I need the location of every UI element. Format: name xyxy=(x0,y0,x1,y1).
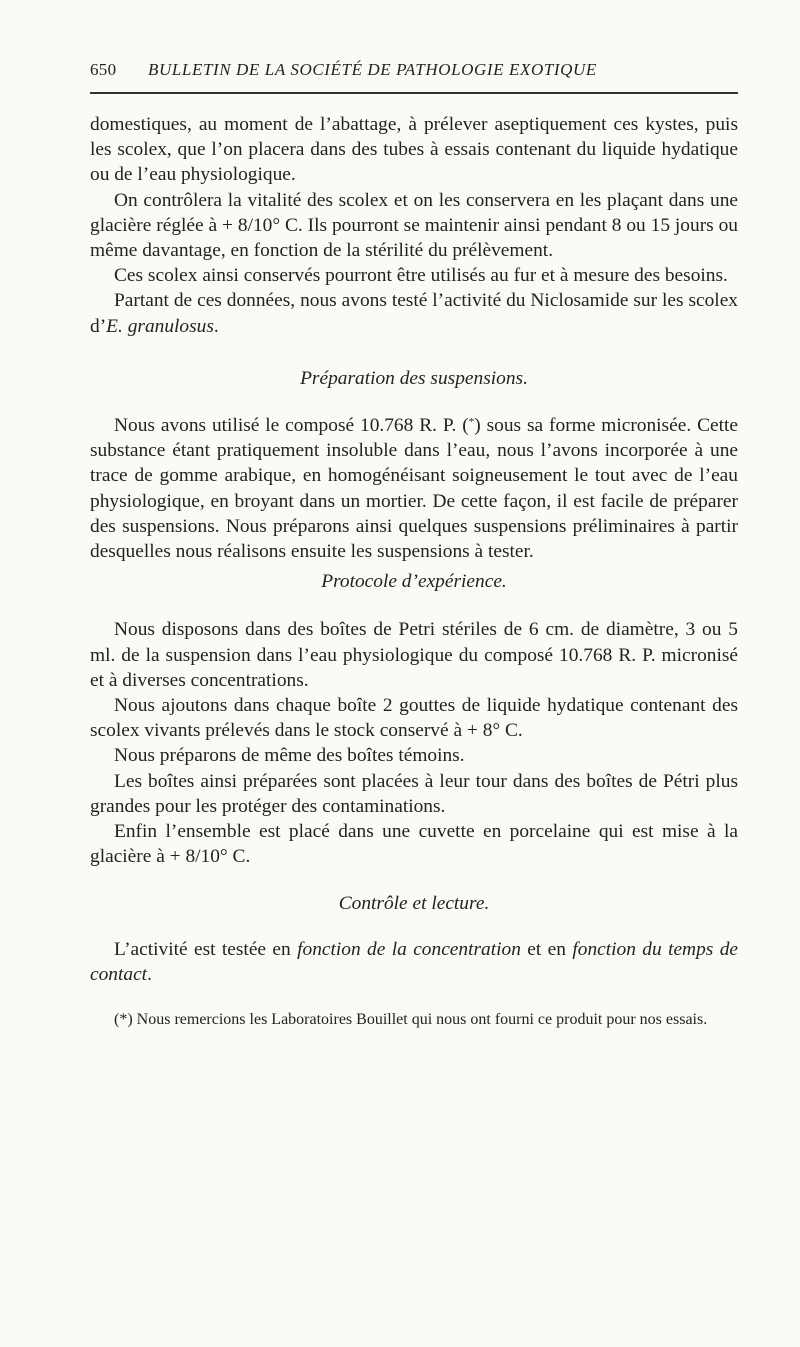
emphasis-temps: fonction du temps de contact xyxy=(90,938,738,985)
page xyxy=(90,60,738,1030)
paragraph-4-end: . xyxy=(213,315,219,337)
section-title-protocole: Protocole d’expérience. xyxy=(321,571,507,593)
species-name: E. granulosus xyxy=(106,315,214,337)
footnote-mark: (*) xyxy=(114,1011,133,1029)
paragraph-11-mid: et en xyxy=(520,938,573,960)
paragraph-8: Nous préparons de même des boîtes témoins. xyxy=(114,745,465,767)
paragraph-2: On contrôlera la vitalité des scolex et on les conservera en les plaçant dans une glacière réglée à + 8/10° C. Ils pourront se maintenir ainsi pendant 8 ou 15 jours ou même davantage, en fonction de la stérilité du prélèvement. xyxy=(90,189,738,262)
header-rule xyxy=(90,92,738,94)
section-title-controle: Contrôle et lecture. xyxy=(338,893,490,915)
page-number: 650 xyxy=(90,60,117,79)
paragraph-11 xyxy=(90,937,738,987)
footnote-text: Nous remercions les Laboratoires Bouillet qui nous ont fourni ce produit pour nos essais. xyxy=(132,1011,708,1029)
paragraph-4 xyxy=(90,288,738,338)
section-title-preparation: Préparation des suspensions. xyxy=(300,367,528,389)
paragraph-5 xyxy=(90,413,738,564)
paragraph-5-rest: ) sous sa forme micronisée. Cette substance étant pratiquement insoluble dans l’eau, nous l’avons incorporée à une trace de gomme arabique, en homogénéisant soigneusement le tout avec de l’eau physiologique, en broyant dans un mortier. De cette façon, il est facile de préparer des suspensions. Nous préparons ainsi quelques suspensions préliminaires à partir desquelles nous réalisons ensuite les suspensions à tester. xyxy=(90,415,738,563)
footnote xyxy=(90,1009,738,1030)
paragraph-11-text: L’activité est testée en xyxy=(114,938,298,960)
paragraph-6: Nous disposons dans des boîtes de Petri stériles de 6 cm. de diamètre, 3 ou 5 ml. de la suspension dans l’eau physiologique du composé 10.768 R. P. micronisé et à diverses concentrations. xyxy=(90,619,738,691)
journal-title: BULLETIN DE LA SOCIÉTÉ DE PATHOLOGIE EXOTIQUE xyxy=(148,60,597,79)
paragraph-10: Enfin l’ensemble est placé dans une cuvette en porcelaine qui est mise à la glacière à + 8/10° C. xyxy=(90,821,738,868)
running-header xyxy=(90,60,738,90)
emphasis-concentration: fonction de la concentration xyxy=(297,938,521,960)
footnote-marker: * xyxy=(468,416,475,429)
paragraph-9: Les boîtes ainsi préparées sont placées à leur tour dans des boîtes de Pétri plus grandes pour les protéger des contaminations. xyxy=(90,770,738,817)
paragraph-11-end: . xyxy=(147,963,152,985)
paragraph-1: domestiques, au moment de l’abattage, à prélever aseptiquement ces kystes, puis les scolex, que l’on placera dans des tubes à essais contenant du liquide hydatique ou de l’eau physiologique. xyxy=(90,114,738,186)
paragraph-7: Nous ajoutons dans chaque boîte 2 gouttes de liquide hydatique contenant des scolex vivants prélevés dans le stock conservé à + 8° C. xyxy=(90,695,738,742)
paragraph-3: Ces scolex ainsi conservés pourront être utilisés au fur et à mesure des besoins. xyxy=(114,265,728,287)
paragraph-5-text: Nous avons utilisé le composé 10.768 R. P. ( xyxy=(114,415,469,437)
paragraph-4-text: Partant de ces données, nous avons testé l’activité du Niclosamide sur les scolex d’ xyxy=(90,290,738,337)
